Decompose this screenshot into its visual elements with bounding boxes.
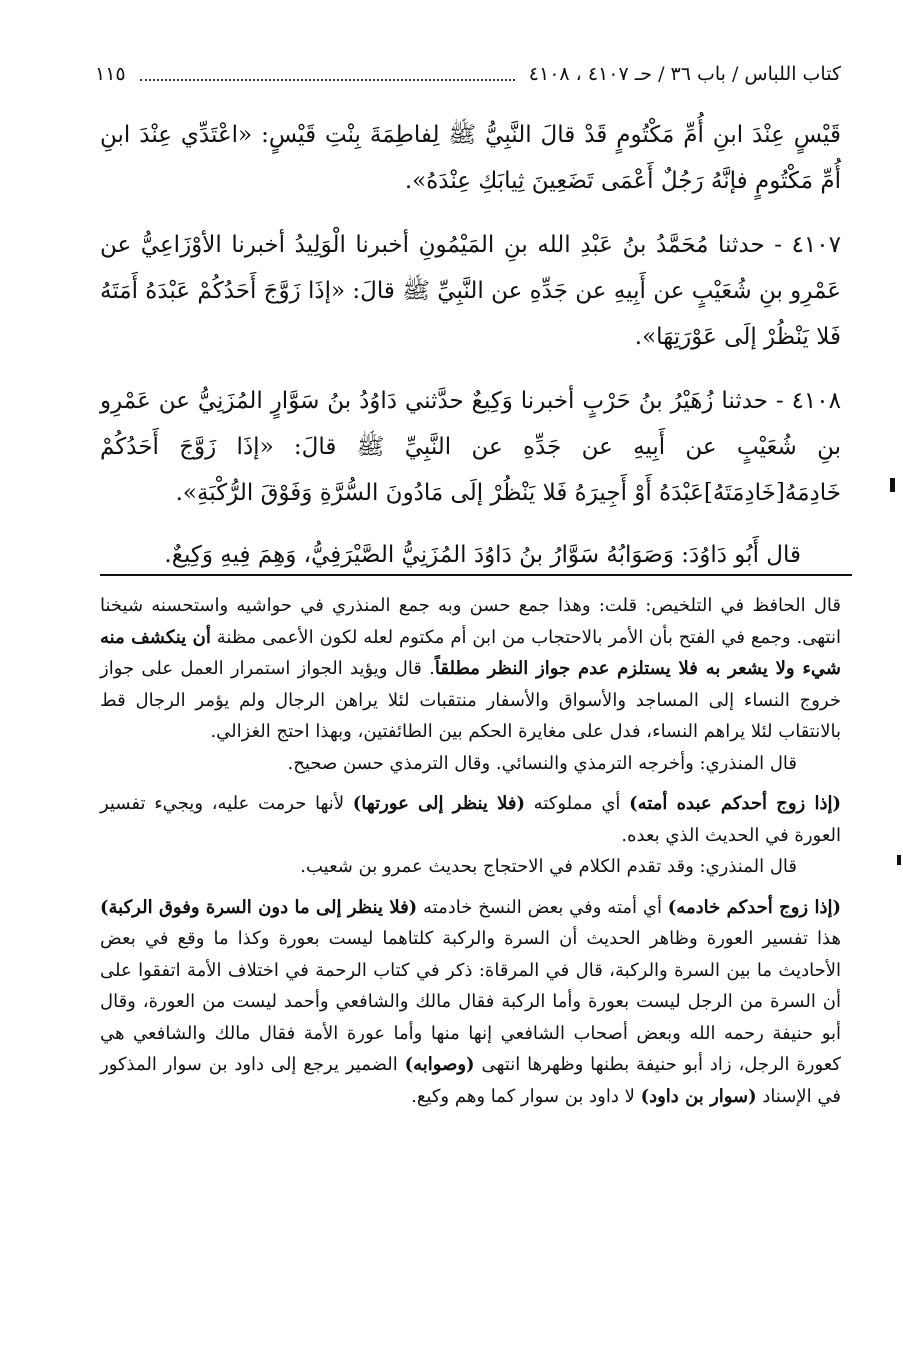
note-emphasis: (فلا ينظر إلى عورتها) — [352, 793, 525, 814]
hadith-text — [100, 112, 841, 578]
hadith-4108: ٤١٠٨ - حدثنا زُهَيْرُ بنُ حَرْبٍ أخبرنا وَكِيعٌ حدَّثني دَاوُدُ بنُ سَوَّارٍ المُزَنِيُّ عن عَمْرِو بنِ شُعَيْبٍ عن أَبِيهِ عن جَدِّهِ عن النَّبِيِّ ﷺ قالَ: «إذَا زَوَّجَ أَحَدُكُمْ خَادِمَهُ[خَادِمَتَهُ]عَبْدَهُ أَوْ أَجِيرَهُ فَلا يَنْظُرْ إلَى مَادُونَ السُّرَّةِ وَفَوْقَ الرُّكْبَةِ». — [100, 388, 841, 506]
page-header — [95, 56, 841, 92]
dotted-leader — [140, 79, 515, 81]
note-text: لأنها حرمت عليه، ويجيء تفسير العورة في الحديث الذي بعده. — [100, 793, 841, 846]
footnote-divider — [100, 574, 852, 576]
note-text: لا داود بن سوار كما وهم وكيع. — [411, 1085, 641, 1107]
note-emphasis: (وصوابه) — [404, 1054, 475, 1075]
note-text: أي مملوكته — [525, 793, 630, 814]
commentary-paragraph-mundhiri-1: قال المنذري: وأخرجه الترمذي والنسائي. وقال الترمذي حسن صحيح. — [287, 752, 797, 774]
page-number: ١١٥ — [95, 63, 126, 85]
note-text: الضمير يرجع إلى داود بن سوار المذكور في الإسناد — [100, 1054, 841, 1107]
commentary-paragraph-4107 — [100, 788, 841, 851]
hadith-continuation: قَيْسٍ عِنْدَ ابنِ أُمِّ مَكْتُومٍ قَدْ قالَ النَّبِيُّ ﷺ لِفاطِمَةَ بِنْتِ قَيْسٍ: «اعْتَدِّي عِنْدَ ابنِ أُمِّ مَكْتُومٍ فإنَّهُ رَجُلٌ أَعْمَى تَضَعِينَ ثِيابَكِ عِنْدَهُ». — [100, 122, 841, 194]
hadith-4107: ٤١٠٧ - حدثنا مُحَمَّدُ بنُ عَبْدِ الله بنِ المَيْمُونِ أخبرنا الْوَلِيدُ أخبرنا الأوْزَاعِيُّ عن عَمْرِو بنِ شُعَيْبٍ عن أَبِيهِ عن جَدِّهِ عن النَّبِيِّ ﷺ قالَ: «إذَا زَوَّجَ أَحَدُكُمْ عَبْدَهُ أَمَتَهُ فَلا يَنْظُرْ إلَى عَوْرَتِهَا». — [100, 232, 841, 350]
scan-edge-mark — [897, 855, 901, 865]
note-text: . قال ويؤيد الجواز استمرار العمل على جواز خروج النساء إلى المساجد والأسواق والأسفار منتقبات لئلا يراهن الرجال ولم يؤمر الرجال قط بالانتقاب لئلا يراهم النساء، فدل على مغايرة الحكم بين الطائفتين، وبهذا احتج الغزالي. — [100, 658, 841, 742]
note-text: أي أمته وفي بعض النسخ خادمته — [417, 896, 668, 918]
scan-edge-mark — [890, 478, 895, 492]
commentary-paragraph-talkhis — [100, 590, 841, 748]
note-text: هذا تفسير العورة وظاهر الحديث أن السرة والركبة كلتاهما ليست بعورة وكذا ما وقع في بعض الأحاديث ما بين السرة والركبة، قال في المرقاة: ذكر في كتاب الرحمة في اختلاف الأمة اتفقوا على أن السرة من الرجل ليست بعورة وأما الركبة فقال مالك والشافعي وأحمد ليست من العورة، وقال أبو حنيفة رحمه الله وبعض أصحاب الشافعي إنها منها وأما عورة الأمة فقال مالك والشافعي هي كعورة الرجل، زاد أبو حنيفة بطنها وظهرها انتهى — [100, 928, 842, 1075]
note-emphasis: أن ينكشف منه شيء ولا يشعر به فلا يستلزم عدم جواز النظر مطلقاً — [100, 626, 841, 679]
note-emphasis: (إذا زوج أحدكم خادمه) — [667, 896, 841, 918]
commentary-paragraph-4108 — [100, 892, 841, 1113]
commentary-paragraph-mundhiri-2: قال المنذري: وقد تقدم الكلام في الاحتجاج بحديث عمرو بن شعيب. — [300, 856, 797, 877]
abu-dawud-comment: قال أَبُو دَاوُدَ: وَصَوَابُهُ سَوَّارُ بنُ دَاوُدَ المُزَنِيُّ الصَّيْرَفِيُّ، وَهِمَ فِيهِ وَكِيعٌ. — [164, 542, 801, 568]
running-title: كتاب اللباس / باب ٣٦ / حـ ٤١٠٧ ، ٤١٠٨ — [528, 63, 841, 85]
note-emphasis: (سوار بن داود) — [640, 1085, 757, 1107]
note-text: قال الحافظ في التلخيص: قلت: وهذا جمع حسن وبه جمع المنذري في حواشيه واستحسنه شيخنا انتهى. وجمع في الفتح بأن الأمر بالاحتجاب من ابن أم مكتوم لعله لكون الأعمى مظنة — [100, 595, 841, 648]
note-emphasis: (إذا زوج أحدكم عبده أمته) — [629, 793, 841, 814]
commentary — [100, 590, 841, 1112]
note-emphasis: (فلا ينظر إلى ما دون السرة وفوق الركبة) — [100, 896, 418, 918]
